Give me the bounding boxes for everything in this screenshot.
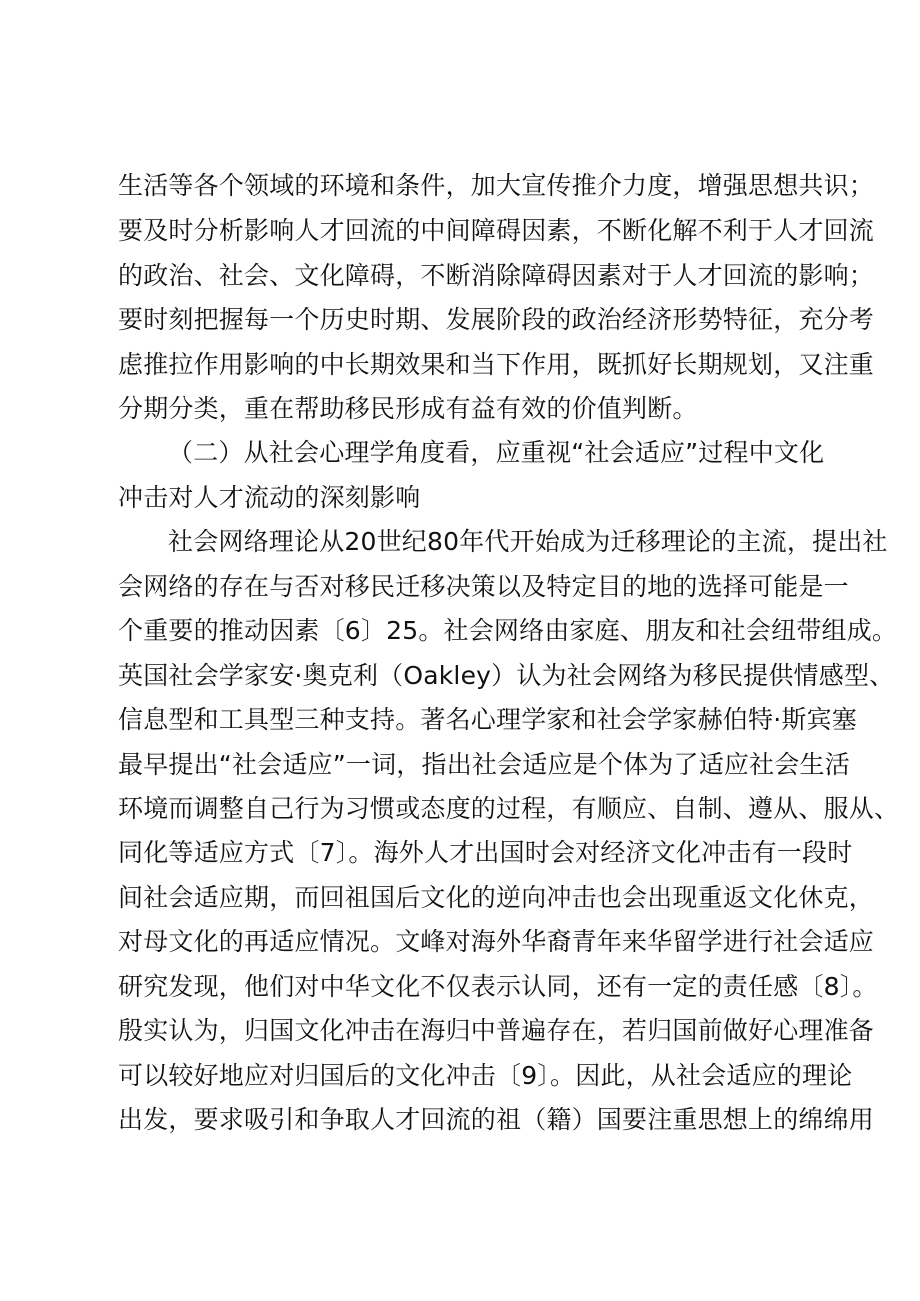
paragraph-line: 可以较好地应对归国后的文化冲击〔9〕。因此，从社会适应的理论 [118,1061,853,1090]
section-heading-line: （二）从社会心理学角度看，应重视“社会适应”过程中文化 [168,438,825,467]
paragraph-line: 最早提出“社会适应”一词，指出社会适应是个体为了适应社会生活 [118,750,850,779]
paragraph-line: 同化等适应方式〔7〕。海外人才出国时会对经济文化冲击有一段时 [118,838,853,867]
paragraph-line: 分期分类，重在帮助移民形成有益有效的价值判断。 [118,394,698,423]
paragraph-line: 环境而调整自己行为习惯或态度的过程，有顺应、自制、遵从、服从、 [118,794,900,823]
paragraph-line: 虑推拉作用影响的中长期效果和当下作用，既抓好长期规划，又注重 [118,350,875,379]
paragraph-line: 生活等各个领域的环境和条件，加大宣传推介力度，增强思想共识； [118,171,875,200]
paragraph-line: 会网络的存在与否对移民迁移决策以及特定目的地的选择可能是一 [118,572,849,601]
paragraph-line: 的政治、社会、文化障碍，不断消除障碍因素对于人才回流的影响； [118,261,875,290]
paragraph-line: 要及时分析影响人才回流的中间障碍因素，不断化解不利于人才回流 [118,216,875,245]
paragraph-line: 要时刻把握每一个历史时期、发展阶段的政治经济形势特征，充分考 [118,305,875,334]
paragraph-line: 个重要的推动因素〔6〕25。社会网络由家庭、朋友和社会纽带组成。 [118,616,898,645]
paragraph-line: 殷实认为，归国文化冲击在海归中普遍存在，若归国前做好心理准备 [118,1016,875,1045]
paragraph-line: 间社会适应期，而回祖国后文化的逆向冲击也会出现重返文化休克， [118,883,875,912]
paragraph-line: 出发，要求吸引和争取人才回流的祖（籍）国要注重思想上的绵绵用 [118,1105,875,1134]
paragraph-line: 社会网络理论从20世纪80年代开始成为迁移理论的主流，提出社 [168,527,888,556]
paragraph-line: 研究发现，他们对中华文化不仅表示认同，还有一定的责任感〔8〕。 [118,972,878,1001]
section-heading-line: 冲击对人才流动的深刻影响 [118,483,421,512]
paragraph-line: 英国社会学家安·奥克利（Oakley）认为社会网络为移民提供情感型、 [118,661,895,690]
paragraph-line: 对母文化的再适应情况。文峰对海外华裔青年来华留学进行社会适应 [118,927,875,956]
paragraph-line: 信息型和工具型三种支持。著名心理学家和社会学家赫伯特·斯宾塞 [118,705,857,734]
